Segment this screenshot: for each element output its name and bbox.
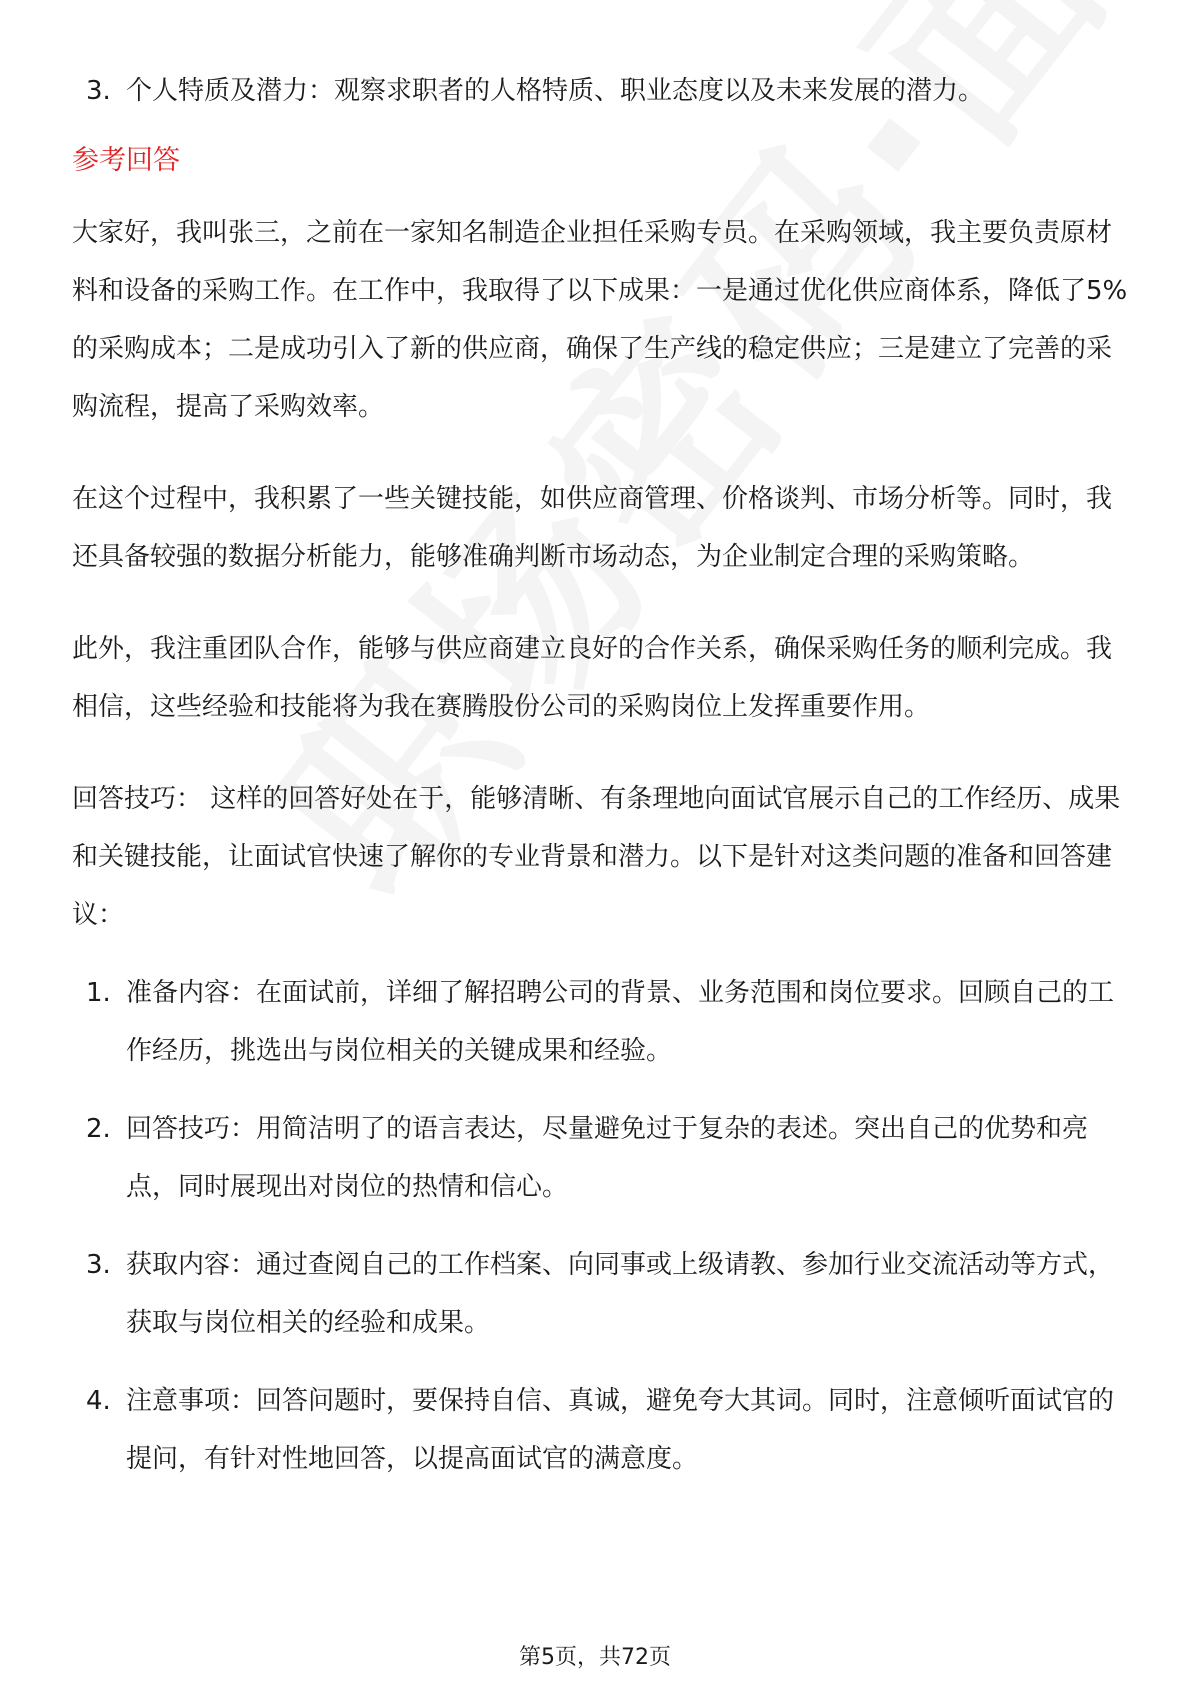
tip-item-2 [72,1100,1132,1216]
tip-item-4 [72,1372,1132,1488]
page-number-footer: 第5页，共72页 [519,1645,671,1670]
tip-item-3 [72,1236,1132,1352]
answer-paragraph-1: 大家好，我叫张三，之前在一家知名制造企业担任采购专员。在采购领域，我主要负责原材料和设备的采购工作。在工作中，我取得了以下成果：一是通过优化供应商体系，降低了5%的采购成本；二是成功引入了新的供应商，确保了生产线的稳定供应；三是建立了完善的采购流程，提高了采购效率。 [72,218,1128,422]
list-text: 回答技巧：用简洁明了的语言表达，尽量避免过于复杂的表述。突出自己的优势和亮点，同时展现出对岗位的热情和信心。 [126,1114,1089,1202]
list-number: 3. [86,1250,111,1280]
list-number: 4. [86,1386,111,1416]
document-body [72,62,1132,1488]
list-number: 3. [86,76,111,106]
tip-item-1 [72,964,1132,1080]
criteria-item-3 [72,62,1132,120]
list-text: 个人特质及潜力：观察求职者的人格特质、职业态度以及未来发展的潜力。 [126,76,985,106]
list-number: 2. [86,1114,111,1144]
answer-paragraph-2: 在这个过程中，我积累了一些关键技能，如供应商管理、价格谈判、市场分析等。同时，我还具备较强的数据分析能力，能够准确判断市场动态，为企业制定合理的采购策略。 [72,484,1113,572]
tips-intro-paragraph: 回答技巧： 这样的回答好处在于，能够清晰、有条理地向面试官展示自己的工作经历、成果和关键技能，让面试官快速了解你的专业背景和潜力。以下是针对这类问题的准备和回答建议： [72,784,1121,930]
section-title: 参考回答 [72,145,180,176]
list-text: 注意事项：回答问题时，要保持自信、真诚，避免夸大其词。同时，注意倾听面试官的提问，有针对性地回答，以提高面试官的满意度。 [126,1386,1115,1474]
list-number: 1. [86,978,111,1008]
list-text: 准备内容：在面试前，详细了解招聘公司的背景、业务范围和岗位要求。回顾自己的工作经历，挑选出与岗位相关的关键成果和经验。 [126,978,1115,1066]
list-text: 获取内容：通过查阅自己的工作档案、向同事或上级请教、参加行业交流活动等方式，获取与岗位相关的经验和成果。 [126,1250,1115,1338]
answer-paragraph-3: 此外，我注重团队合作，能够与供应商建立良好的合作关系，确保采购任务的顺利完成。我相信，这些经验和技能将为我在赛腾股份公司的采购岗位上发挥重要作用。 [72,634,1113,722]
